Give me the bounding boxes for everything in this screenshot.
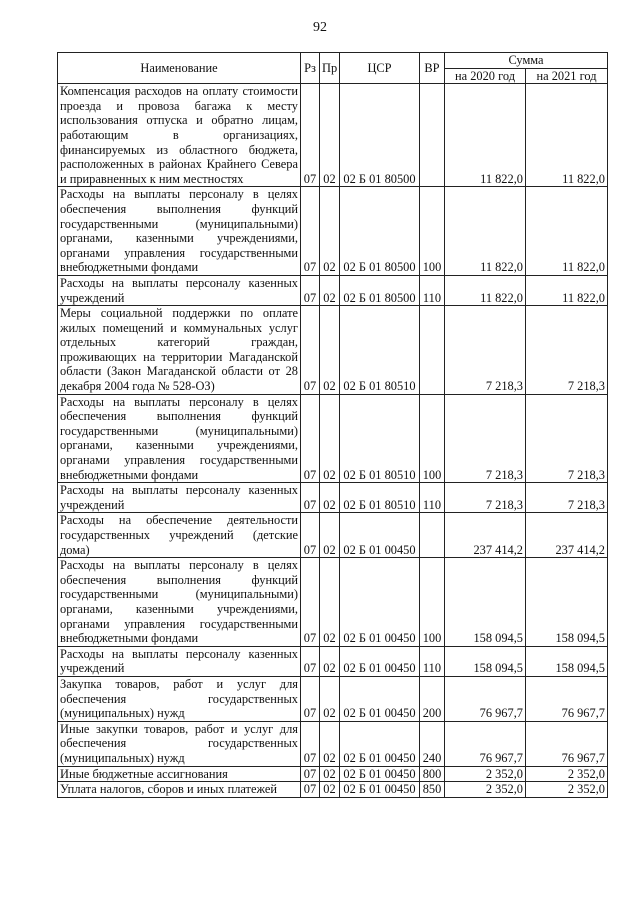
page-number: 92 xyxy=(313,20,327,35)
row-amount-2020: 158 094,5 xyxy=(445,646,526,676)
row-name: Расходы на выплаты персоналу казенных учреждений xyxy=(58,646,301,676)
header-vr: ВР xyxy=(420,53,445,84)
row-csr: 02 Б 01 80510 xyxy=(340,394,420,483)
row-vr: 110 xyxy=(420,646,445,676)
row-csr: 02 Б 01 80510 xyxy=(340,483,420,513)
row-amount-2020: 158 094,5 xyxy=(445,558,526,647)
row-vr: 100 xyxy=(420,394,445,483)
row-amount-2021: 158 094,5 xyxy=(526,558,608,647)
row-pr: 02 xyxy=(320,187,340,276)
row-name: Расходы на выплаты персоналу в целях обеспечения выполнения функций государственными (муниципальными) органами, казенными учреждениями, органами управления государственными внебюджетными фондами xyxy=(58,187,301,276)
row-amount-2021: 237 414,2 xyxy=(526,513,608,558)
row-amount-2021: 7 218,3 xyxy=(526,394,608,483)
budget-table xyxy=(57,52,608,798)
row-pr: 02 xyxy=(320,513,340,558)
row-vr xyxy=(420,84,445,187)
row-rz: 07 xyxy=(301,306,320,395)
table-row xyxy=(58,275,608,305)
row-amount-2021: 2 352,0 xyxy=(526,766,608,782)
row-amount-2021: 11 822,0 xyxy=(526,275,608,305)
table-row xyxy=(58,84,608,187)
row-amount-2020: 2 352,0 xyxy=(445,766,526,782)
row-name: Расходы на выплаты персоналу казенных учреждений xyxy=(58,483,301,513)
row-vr: 110 xyxy=(420,483,445,513)
row-name: Компенсация расходов на оплату стоимости проезда и провоза багажа к месту использования отпуска и обратно лицам, работающим в организациях, финансируемых из областного бюджета, расположенных в районах Крайнего Севера и приравненных к ним местностях xyxy=(58,84,301,187)
row-name: Расходы на выплаты персоналу в целях обеспечения выполнения функций государственными (муниципальными) органами, казенными учреждениями, органами управления государственными внебюджетными фондами xyxy=(58,394,301,483)
row-amount-2021: 76 967,7 xyxy=(526,676,608,721)
row-rz: 07 xyxy=(301,558,320,647)
row-pr: 02 xyxy=(320,483,340,513)
row-rz: 07 xyxy=(301,513,320,558)
row-name: Иные закупки товаров, работ и услуг для обеспечения государственных (муниципальных) нужд xyxy=(58,721,301,766)
table-row xyxy=(58,558,608,647)
row-amount-2020: 7 218,3 xyxy=(445,306,526,395)
table-row xyxy=(58,646,608,676)
table-row xyxy=(58,513,608,558)
row-amount-2021: 11 822,0 xyxy=(526,84,608,187)
row-vr: 100 xyxy=(420,558,445,647)
row-amount-2020: 76 967,7 xyxy=(445,721,526,766)
header-pr: Пр xyxy=(320,53,340,84)
row-rz: 07 xyxy=(301,646,320,676)
row-name: Иные бюджетные ассигнования xyxy=(58,766,301,782)
row-vr: 850 xyxy=(420,782,445,798)
row-rz: 07 xyxy=(301,766,320,782)
row-amount-2020: 11 822,0 xyxy=(445,187,526,276)
row-pr: 02 xyxy=(320,84,340,187)
row-csr: 02 Б 01 00450 xyxy=(340,646,420,676)
header-rz: Рз xyxy=(301,53,320,84)
table-header xyxy=(58,53,608,84)
row-csr: 02 Б 01 00450 xyxy=(340,721,420,766)
table-row xyxy=(58,306,608,395)
row-amount-2020: 2 352,0 xyxy=(445,782,526,798)
row-rz: 07 xyxy=(301,721,320,766)
row-rz: 07 xyxy=(301,782,320,798)
row-pr: 02 xyxy=(320,782,340,798)
row-name: Уплата налогов, сборов и иных платежей xyxy=(58,782,301,798)
row-csr: 02 Б 01 00450 xyxy=(340,766,420,782)
table-row xyxy=(58,721,608,766)
row-vr xyxy=(420,513,445,558)
row-vr: 100 xyxy=(420,187,445,276)
row-name: Меры социальной поддержки по оплате жилых помещений и коммунальных услуг отдельных категорий граждан, проживающих на территории Магаданской области (Закон Магаданской области от 28 декабря 2004 года № 528-ОЗ) xyxy=(58,306,301,395)
row-amount-2020: 237 414,2 xyxy=(445,513,526,558)
row-amount-2021: 158 094,5 xyxy=(526,646,608,676)
row-csr: 02 Б 01 80500 xyxy=(340,84,420,187)
row-pr: 02 xyxy=(320,721,340,766)
row-name: Закупка товаров, работ и услуг для обеспечения государственных (муниципальных) нужд xyxy=(58,676,301,721)
table-row xyxy=(58,483,608,513)
row-vr: 800 xyxy=(420,766,445,782)
row-amount-2020: 76 967,7 xyxy=(445,676,526,721)
row-csr: 02 Б 01 00450 xyxy=(340,513,420,558)
table-row xyxy=(58,782,608,798)
row-vr xyxy=(420,306,445,395)
row-vr: 110 xyxy=(420,275,445,305)
row-pr: 02 xyxy=(320,676,340,721)
row-pr: 02 xyxy=(320,306,340,395)
row-amount-2020: 7 218,3 xyxy=(445,483,526,513)
row-amount-2020: 11 822,0 xyxy=(445,84,526,187)
table-body xyxy=(58,84,608,798)
row-name: Расходы на обеспечение деятельности государственных учреждений (детские дома) xyxy=(58,513,301,558)
row-pr: 02 xyxy=(320,275,340,305)
row-csr: 02 Б 01 00450 xyxy=(340,782,420,798)
row-amount-2021: 7 218,3 xyxy=(526,483,608,513)
row-name: Расходы на выплаты персоналу казенных учреждений xyxy=(58,275,301,305)
header-name: Наименование xyxy=(58,53,301,84)
header-year-2021: на 2021 год xyxy=(526,68,608,84)
row-amount-2021: 7 218,3 xyxy=(526,306,608,395)
row-rz: 07 xyxy=(301,84,320,187)
row-csr: 02 Б 01 80510 xyxy=(340,306,420,395)
table-row xyxy=(58,187,608,276)
row-rz: 07 xyxy=(301,187,320,276)
row-pr: 02 xyxy=(320,394,340,483)
row-name: Расходы на выплаты персоналу в целях обеспечения выполнения функций государственными (муниципальными) органами, казенными учреждениями, органами управления государственными внебюджетными фондами xyxy=(58,558,301,647)
row-csr: 02 Б 01 00450 xyxy=(340,676,420,721)
row-amount-2020: 11 822,0 xyxy=(445,275,526,305)
row-rz: 07 xyxy=(301,676,320,721)
row-amount-2021: 76 967,7 xyxy=(526,721,608,766)
row-pr: 02 xyxy=(320,646,340,676)
row-rz: 07 xyxy=(301,275,320,305)
row-pr: 02 xyxy=(320,766,340,782)
table-row xyxy=(58,394,608,483)
table-row xyxy=(58,766,608,782)
row-vr: 240 xyxy=(420,721,445,766)
header-sum: Сумма xyxy=(445,53,608,69)
row-amount-2021: 11 822,0 xyxy=(526,187,608,276)
table-row xyxy=(58,676,608,721)
row-pr: 02 xyxy=(320,558,340,647)
row-csr: 02 Б 01 00450 xyxy=(340,558,420,647)
row-csr: 02 Б 01 80500 xyxy=(340,187,420,276)
row-rz: 07 xyxy=(301,394,320,483)
row-rz: 07 xyxy=(301,483,320,513)
header-year-2020: на 2020 год xyxy=(445,68,526,84)
header-csr: ЦСР xyxy=(340,53,420,84)
row-csr: 02 Б 01 80500 xyxy=(340,275,420,305)
row-vr: 200 xyxy=(420,676,445,721)
row-amount-2021: 2 352,0 xyxy=(526,782,608,798)
row-amount-2020: 7 218,3 xyxy=(445,394,526,483)
